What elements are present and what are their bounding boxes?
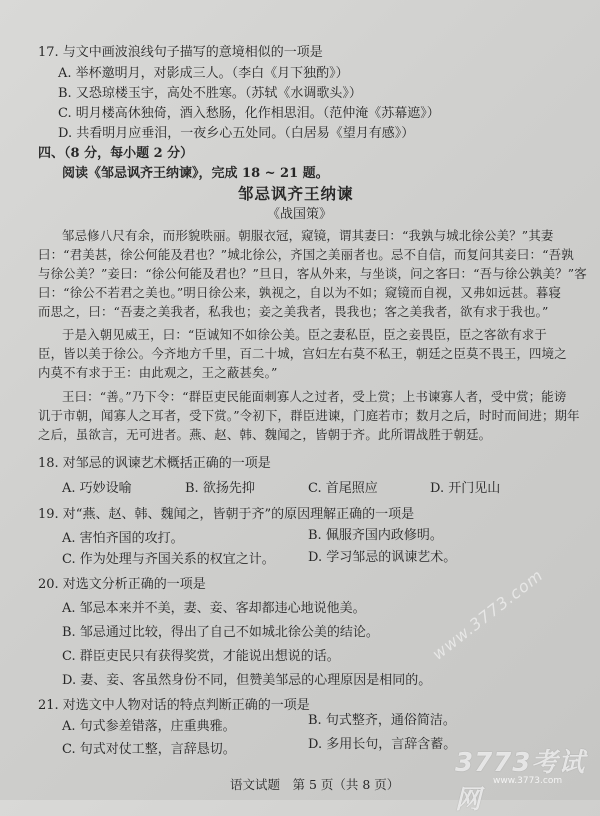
q18-option-a: A. 巧妙设喻 bbox=[62, 481, 132, 496]
q20-option-c: C. 群臣吏民只有获得奖赏，才能说出想说的话。 bbox=[62, 649, 340, 664]
page-footer: 语文试题 第 5 页（共 8 页） bbox=[230, 777, 400, 792]
passage-line: 臣，皆以美于徐公。今齐地方千里，百二十城，宫妇左右莫不私王，朝廷之臣莫不畏王，四境之 bbox=[38, 346, 567, 361]
passage-line: 邹忌修八尺有余，而形貌昳丽。朝服衣冠，窥镜，谓其妻曰：“我孰与城北徐公美？”其妻 bbox=[62, 228, 554, 243]
q18-option-b: B. 欲扬先抑 bbox=[185, 481, 255, 496]
section-heading: 四、（8 分，每小题 2 分） bbox=[38, 146, 194, 161]
passage-line: 内莫不有求于王：由此观之，王之蔽甚矣。” bbox=[38, 365, 278, 380]
q19-option-d: D. 学习邹忌的讽谏艺术。 bbox=[308, 550, 457, 565]
passage-source: 《战国策》 bbox=[267, 207, 333, 222]
passage-line: 之后，虽欲言，无可进者。燕、赵、韩、魏闻之，皆朝于齐。此所谓战胜于朝廷。 bbox=[38, 427, 492, 442]
watermark-logo-url: www.3773.com bbox=[493, 776, 563, 786]
q20-option-a: A. 邹忌本来并不美，妻、妾、客却都违心地说他美。 bbox=[62, 601, 366, 616]
passage-line: 于是入朝见威王，曰：“臣诚知不如徐公美。臣之妻私臣，臣之妾畏臣，臣之客欲有求于 bbox=[62, 327, 547, 342]
q20-stem: 20. 对选文分析正确的一项是 bbox=[38, 577, 206, 592]
passage-title: 邹忌讽齐王纳谏 bbox=[238, 184, 354, 203]
passage-line: 而思之，曰：“吾妻之美我者，私我也；妾之美我者，畏我也；客之美我者，欲有求于我也。” bbox=[38, 304, 549, 319]
q18-stem: 18. 对邹忌的讽谏艺术概括正确的一项是 bbox=[38, 456, 271, 471]
q21-option-b: B. 句式整齐，通俗简洁。 bbox=[308, 713, 456, 728]
q20-option-d: D. 妻、妾、客虽然身份不同，但赞美邹忌的心理原因是相同的。 bbox=[62, 673, 432, 688]
q20-option-b: B. 邹忌通过比较，得出了自己不如城北徐公美的结论。 bbox=[62, 625, 379, 640]
q18-option-c: C. 首尾照应 bbox=[308, 481, 378, 496]
q17-stem: 17. 与文中画波浪线句子描写的意境相似的一项是 bbox=[38, 45, 323, 60]
q17-option-a: A. 举杯邀明月，对影成三人。（李白《月下独酌》） bbox=[58, 66, 349, 81]
passage-line: 讥于市朝，闻寡人之耳者，受下赏。”令初下，群臣进谏，门庭若市；数月之后，时时而间进；期年 bbox=[38, 408, 580, 423]
q19-option-c: C. 作为处理与齐国关系的权宜之计。 bbox=[62, 552, 275, 567]
q21-stem: 21. 对选文中人物对话的特点判断正确的一项是 bbox=[38, 698, 310, 713]
q17-option-d: D. 共看明月应垂泪，一夜乡心五处同。（白居易《望月有感》） bbox=[58, 126, 415, 141]
q17-option-c: C. 明月楼高休独倚，酒入愁肠，化作相思泪。（范仲淹《苏幕遮》） bbox=[58, 106, 440, 121]
q21-option-d: D. 多用长句，言辞含蓄。 bbox=[308, 737, 457, 752]
watermark-logo bbox=[455, 742, 595, 815]
passage-line: 王曰：“善。”乃下令：“群臣吏民能面刺寡人之过者，受上赏；上书谏寡人者，受中赏；能谤 bbox=[62, 389, 567, 404]
watermark-url: www.3773.com bbox=[428, 565, 547, 664]
section-instruction: 阅读《邹忌讽齐王纳谏》，完成 18 ~ 21 题。 bbox=[62, 166, 329, 181]
q21-option-c: C. 句式对仗工整，言辞恳切。 bbox=[62, 742, 236, 757]
q18-option-d: D. 开门见山 bbox=[430, 481, 501, 496]
passage-line: 曰：“徐公不若君之美也。”明日徐公来，孰视之，自以为不如；窥镜而自视，又弗如远甚。暮寝 bbox=[38, 285, 562, 300]
q19-option-b: B. 佩服齐国内政修明。 bbox=[308, 528, 443, 543]
watermark-logo-text: 3773考试网 bbox=[455, 748, 586, 815]
passage-line: 曰：“君美甚，徐公何能及君也？”城北徐公，齐国之美丽者也。忌不自信，而复问其妾曰：“吾孰 bbox=[38, 247, 574, 262]
passage-line: 与徐公美？”妾曰：“徐公何能及君也？”旦日，客从外来，与坐谈，问之客曰：“吾与徐公孰美？”客 bbox=[38, 266, 587, 281]
q17-option-b: B. 又恐琼楼玉宇，高处不胜寒。（苏轼《水调歌头》） bbox=[58, 86, 362, 101]
q19-stem: 19. 对“燕、赵、韩、魏闻之，皆朝于齐”的原因理解正确的一项是 bbox=[38, 507, 415, 522]
q19-option-a: A. 害怕齐国的攻打。 bbox=[62, 531, 184, 546]
q21-option-a: A. 句式参差错落，庄重典雅。 bbox=[62, 719, 236, 734]
